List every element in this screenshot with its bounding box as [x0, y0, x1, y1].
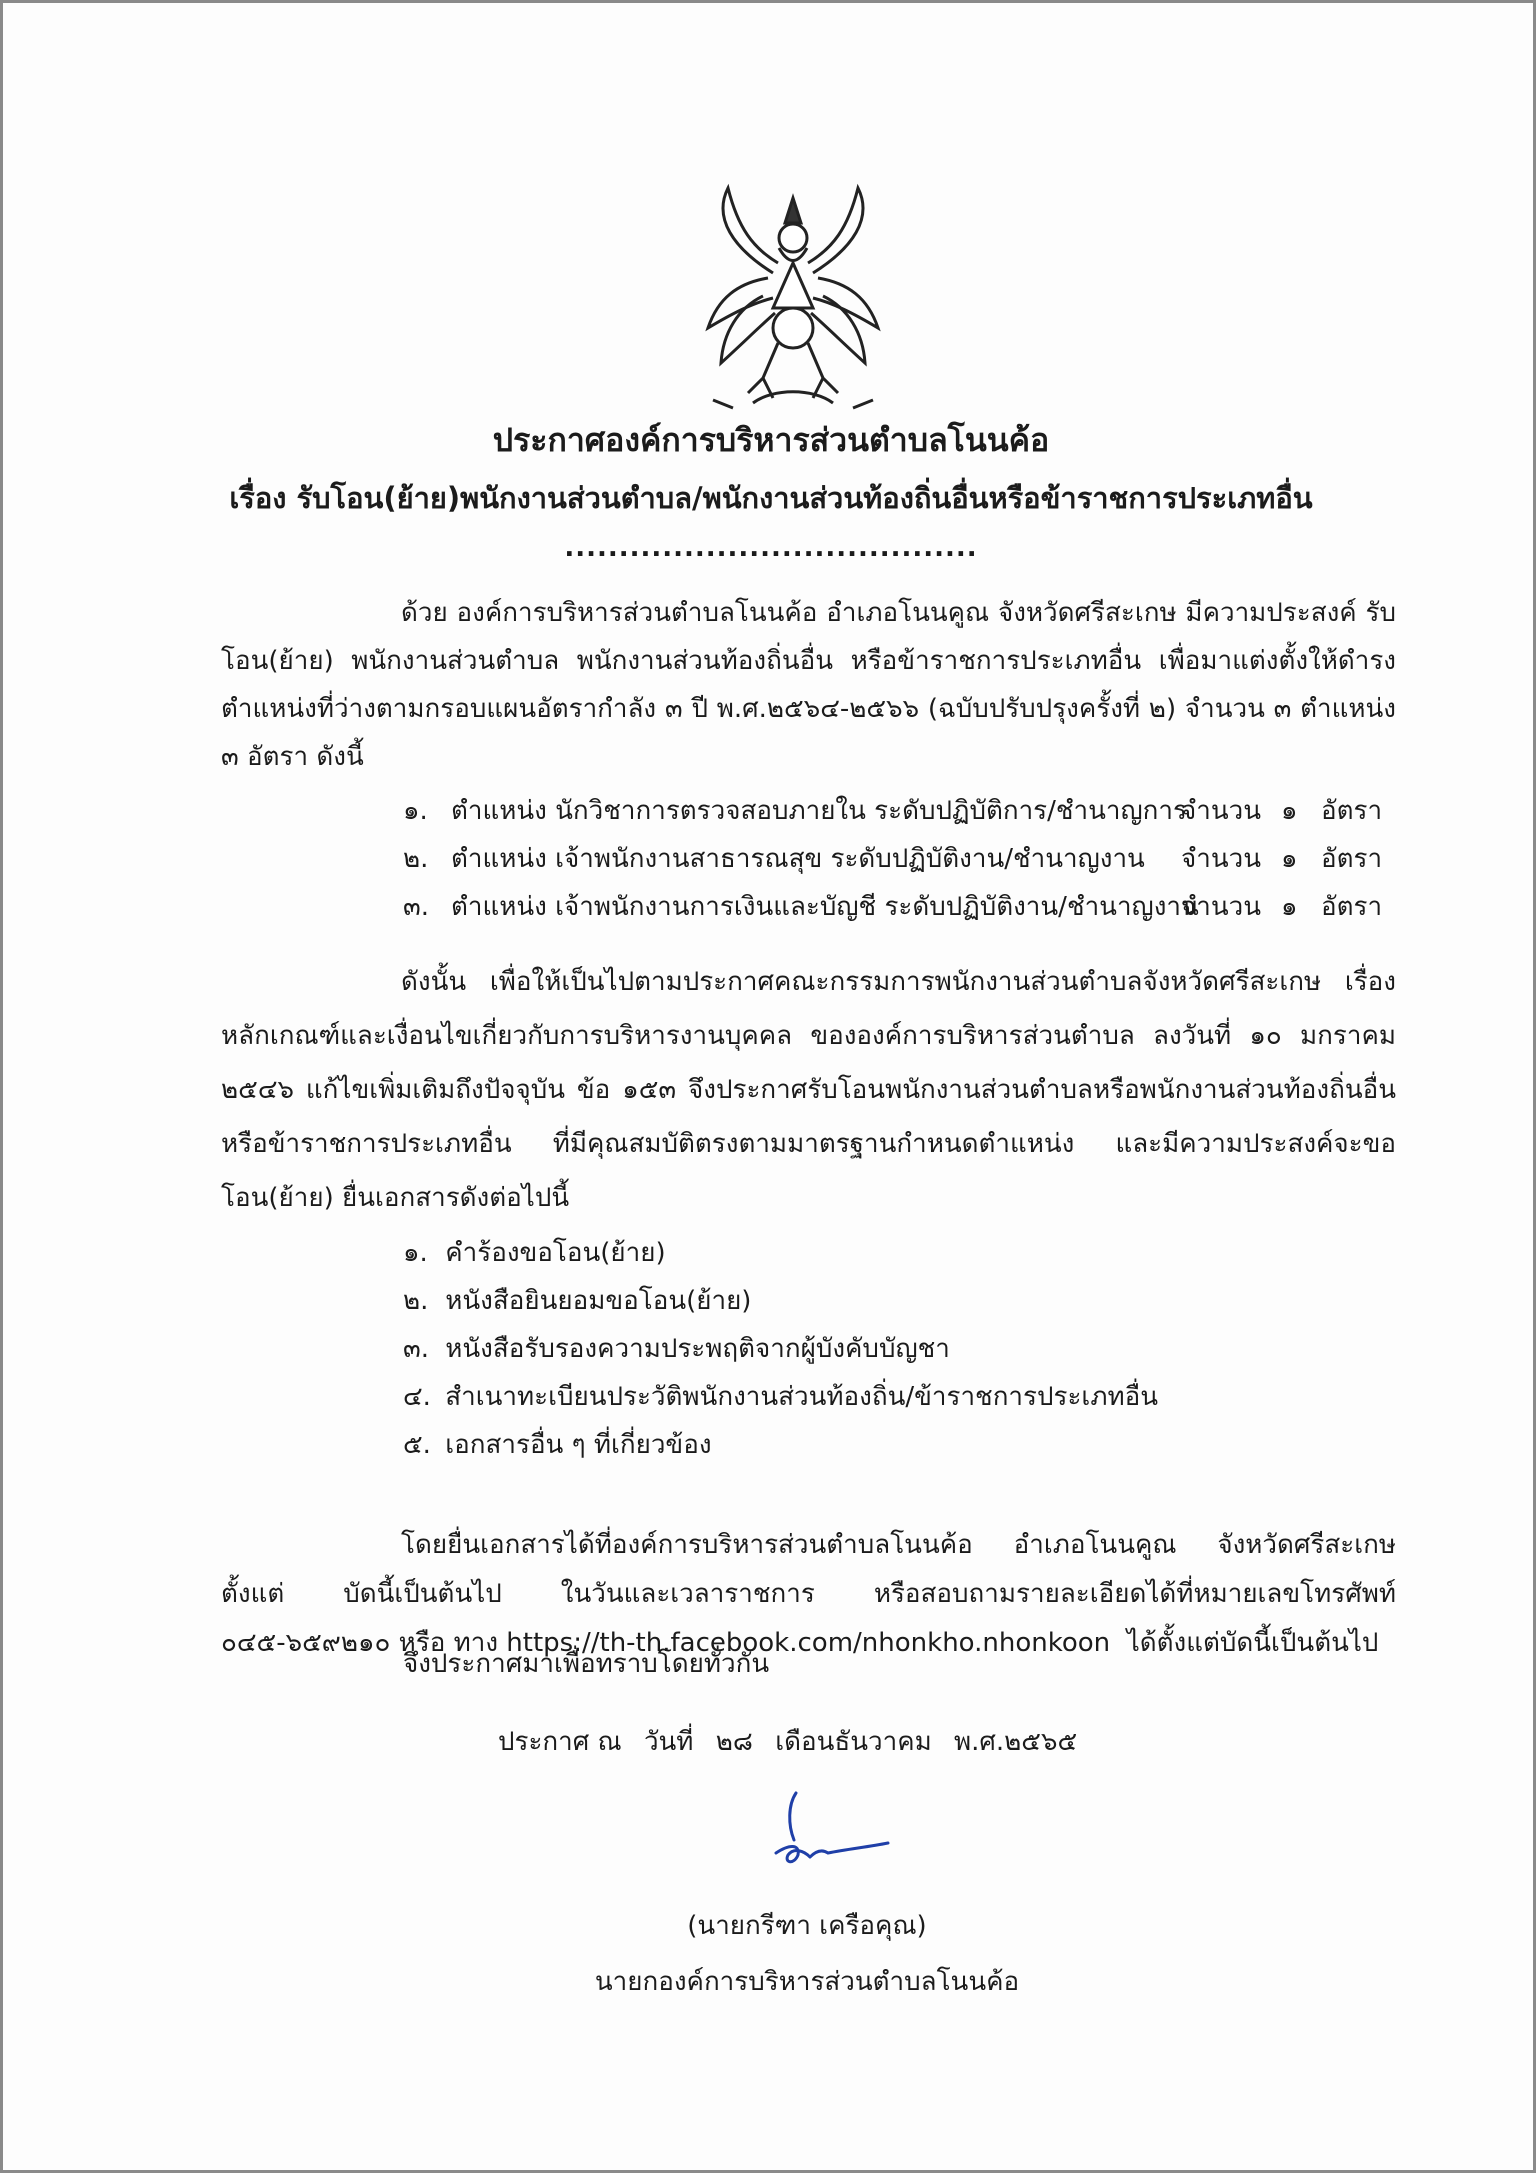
- document-label: หนังสือรับรองความประพฤติจากผู้บังคับบัญชา: [445, 1334, 950, 1364]
- document-number: ๑.: [403, 1238, 428, 1268]
- position-title: ตำแหน่ง เจ้าพนักงานการเงินและบัญชี ระดับปฏิบัติงาน/ชำนาญงาน: [451, 892, 1199, 922]
- document-number: ๕.: [403, 1430, 431, 1460]
- position-unit: อัตรา: [1321, 892, 1383, 922]
- announce-line: จึงประกาศมาเพื่อทราบโดยทั่วกัน: [403, 1649, 770, 1679]
- position-row: [403, 883, 1403, 931]
- facebook-link[interactable]: https://th-th.facebook.com/nhonkho.nhonkoon: [506, 1628, 1111, 1658]
- position-row: [403, 835, 1403, 883]
- date-month: เดือนธันวาคม: [775, 1727, 932, 1757]
- signer-name: (นายกรีฑา เครือคุณ): [687, 1911, 927, 1941]
- garuda-emblem-icon: [693, 178, 893, 413]
- date-day: ๒๘: [715, 1727, 753, 1757]
- list-item: [403, 1277, 1403, 1325]
- position-number: ๑.: [403, 796, 428, 826]
- position-title: ตำแหน่ง นักวิชาการตรวจสอบภายใน ระดับปฏิบัติการ/ชำนาญการ: [451, 796, 1187, 826]
- position-title: ตำแหน่ง เจ้าพนักงานสาธารณสุข ระดับปฏิบัติงาน/ชำนาญงาน: [451, 844, 1145, 874]
- signer-title: นายกองค์การบริหารส่วนตำบลโนนค้อ: [594, 1967, 1020, 1997]
- position-count-label: จำนวน: [1181, 796, 1261, 826]
- submission-text: โดยยื่นเอกสารได้ที่องค์การบริหารส่วนตำบลโนนค้อ อำเภอโนนคูณ จังหวัดศรีสะเกษ ตั้งแต่ บัดนี้เป็นต้นไป ในวันและเวลาราชการ หรือสอบถามรายละเอียดได้ที่หมายเลขโทรศัพท์ ๐๔๕-๖๕๙๒๑๐ หรือ ทาง: [221, 1530, 1396, 1658]
- document-label: คำร้องขอโอน(ย้าย): [445, 1238, 666, 1268]
- list-item: [403, 1229, 1403, 1277]
- date-day-label: วันที่: [643, 1727, 694, 1757]
- document-label: หนังสือยินยอมขอโอน(ย้าย): [445, 1286, 752, 1316]
- document-list: [403, 1229, 1403, 1469]
- title-separator: ......................................: [564, 533, 978, 563]
- date-year: พ.ศ.๒๕๖๕: [954, 1727, 1078, 1757]
- position-row: [403, 787, 1403, 835]
- intro-paragraph: [221, 589, 1396, 781]
- list-item: [403, 1421, 1403, 1469]
- position-quantity: ๑: [1281, 796, 1298, 826]
- position-number: ๒.: [403, 844, 429, 874]
- position-number: ๓.: [403, 892, 430, 922]
- document-number: ๒.: [403, 1286, 429, 1316]
- position-count-label: จำนวน: [1181, 892, 1261, 922]
- requirements-paragraph: [221, 955, 1396, 1225]
- list-item: [403, 1373, 1403, 1421]
- intro-text: ด้วย องค์การบริหารส่วนตำบลโนนค้อ อำเภอโนนคูณ จังหวัดศรีสะเกษ มีความประสงค์ รับโอน(ย้าย) พนักงานส่วนตำบล พนักงานส่วนท้องถิ่นอื่น หรือข้าราชการประเภทอื่น เพื่อมาแต่งตั้งให้ดำรง ตำแหน่งที่ว่างตามกรอบแผนอัตรากำลัง ๓ ปี พ.ศ.๒๕๖๔-๒๕๖๖ (ฉบับปรับปรุงครั้งที่ ๒) จำนวน ๓ ตำแหน่ง ๓ อัตรา ดังนี้: [221, 598, 1396, 772]
- document-label: เอกสารอื่น ๆ ที่เกี่ยวข้อง: [445, 1430, 712, 1460]
- document-number: ๔.: [403, 1382, 431, 1412]
- date-line: [498, 1721, 1091, 1762]
- position-unit: อัตรา: [1321, 796, 1383, 826]
- page-title: ประกาศองค์การบริหารส่วนตำบลโนนค้อ: [492, 421, 1050, 459]
- position-unit: อัตรา: [1321, 844, 1383, 874]
- date-prefix: ประกาศ ณ: [498, 1727, 622, 1757]
- submission-text-end: ได้ตั้งแต่บัดนี้เป็นต้นไป: [1126, 1628, 1379, 1658]
- requirements-text: ดังนั้น เพื่อให้เป็นไปตามประกาศคณะกรรมการพนักงานส่วนตำบลจังหวัดศรีสะเกษ เรื่อง หลักเกณฑ์และเงื่อนไขเกี่ยวกับการบริหารงานบุคคล ขององค์การบริหารส่วนตำบล ลงวันที่ ๑๐ มกราคม ๒๕๔๖ แก้ไขเพิ่มเติมถึงปัจจุบัน ข้อ ๑๕๓ จึงประกาศรับโอนพนักงานส่วนตำบลหรือพนักงานส่วนท้องถิ่นอื่น หรือข้าราชการประเภทอื่น ที่มีคุณสมบัติตรงตามมาตรฐานกำหนดตำแหน่ง และมีความประสงค์จะขอ โอน(ย้าย) ยื่นเอกสารดังต่อไปนี้: [221, 967, 1396, 1213]
- document-label: สำเนาทะเบียนประวัติพนักงานส่วนท้องถิ่น/ข้าราชการประเภทอื่น: [445, 1382, 1158, 1412]
- document-number: ๓.: [403, 1334, 430, 1364]
- position-quantity: ๑: [1281, 844, 1298, 874]
- submission-paragraph: [221, 1521, 1396, 1668]
- list-item: [403, 1325, 1403, 1373]
- position-quantity: ๑: [1281, 892, 1298, 922]
- signature-icon: [758, 1785, 898, 1875]
- subject-line: เรื่อง รับโอน(ย้าย)พนักงานส่วนตำบล/พนักงานส่วนท้องถิ่นอื่นหรือข้าราชการประเภทอื่น: [229, 481, 1313, 515]
- position-count-label: จำนวน: [1181, 844, 1261, 874]
- position-list: [403, 787, 1403, 931]
- signature-stroke: [776, 1793, 888, 1862]
